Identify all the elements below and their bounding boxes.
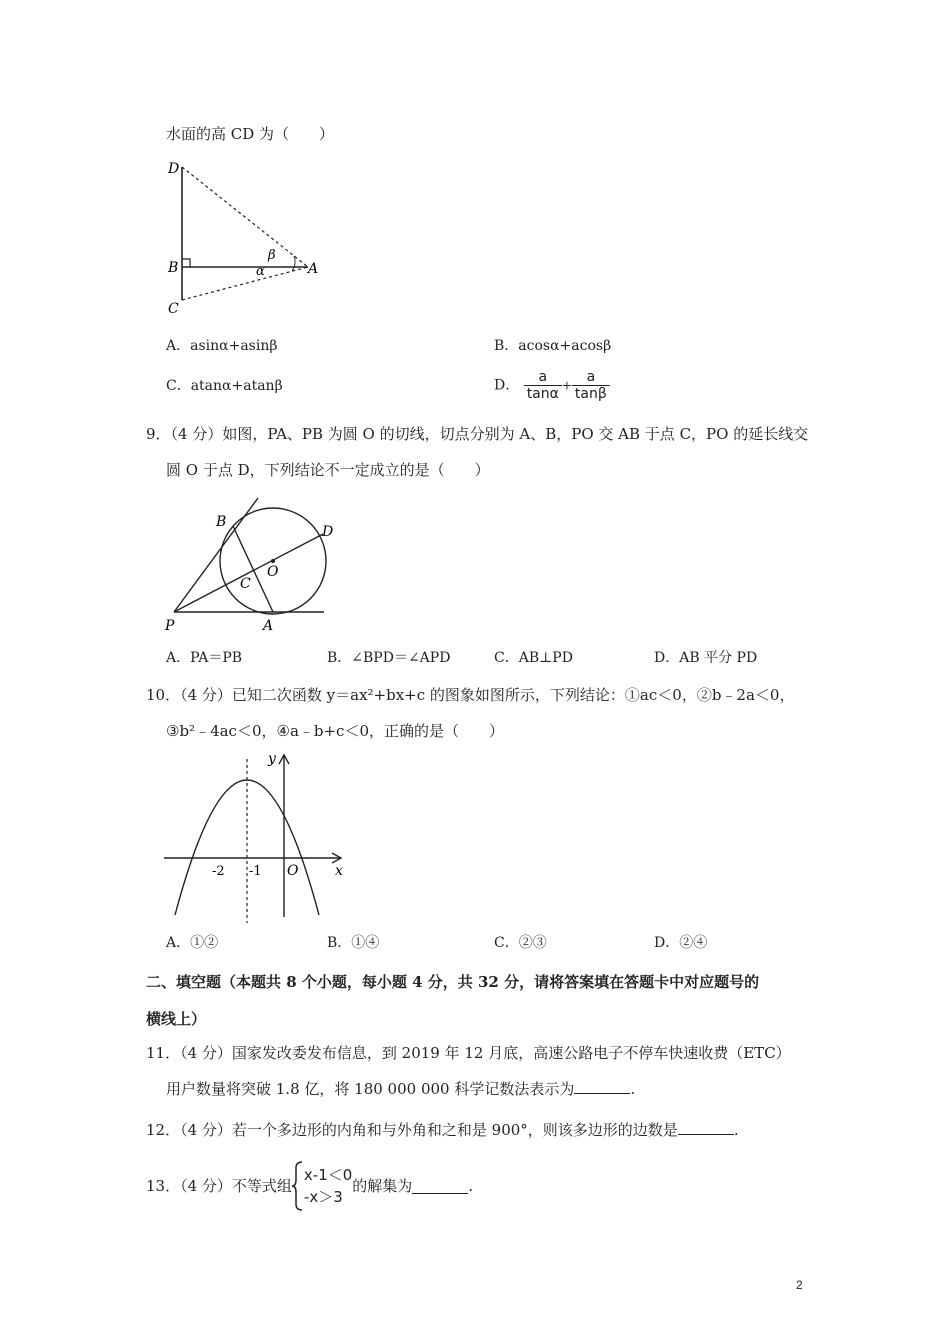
q9-label-o: O <box>267 564 279 580</box>
q9-text-line2: 圆 O 于点 D，下列结论不一定成立的是（ ） <box>166 461 490 479</box>
q12-text-end: . <box>733 1121 739 1139</box>
q13-system-lines <box>304 1164 352 1208</box>
q9-label-p: P <box>165 618 175 634</box>
q9-label-d: D <box>322 524 334 540</box>
q10-option-c[interactable]: C．②③ <box>494 935 547 951</box>
q10-label-m2: -2 <box>212 864 225 879</box>
q10-parabola <box>175 780 319 915</box>
q8-angle-arc <box>292 256 295 271</box>
q11-text-line2 <box>166 1079 635 1099</box>
q9-option-c[interactable]: C．AB⊥PD <box>494 650 573 666</box>
q9-figure <box>160 488 360 638</box>
q10-option-a[interactable]: A．①② <box>166 935 219 951</box>
q9-line-pd <box>174 534 323 612</box>
section2-heading-line1: 二、填空题（本题共 8 个小题，每小题 4 分，共 32 分，请将答案填在答题卡中对应题号的 <box>146 973 760 991</box>
q13-inequality-system <box>292 1160 352 1212</box>
q8-label-alpha: α <box>256 264 265 279</box>
q13-system-line2: -x＞3 <box>303 1188 343 1206</box>
q11-line2-text: 用户数量将突破 1.8 亿，将 180 000 000 科学记数法表示为 <box>166 1080 575 1098</box>
q9-text-line1: 9．（4 分）如图，PA、PB 为圆 O 的切线，切点分别为 A、B，PO 交 AB 于点 C，PO 的延长线交 <box>146 425 809 443</box>
q8-figure <box>160 155 330 320</box>
frac1-num: a <box>524 369 562 386</box>
page-number: 2 <box>796 1278 803 1292</box>
q12-text-body: 12．（4 分）若一个多边形的内角和与外角和之和是 900°，则该多边形的边数是 <box>146 1121 678 1139</box>
q8-option-d[interactable] <box>494 369 610 402</box>
q9-option-a[interactable]: A．PA＝PB <box>166 650 243 666</box>
q11-text-line1: 11．（4 分）国家发改委发布信息，到 2019 年 12 月底，高速公路电子不停车快速收费（ETC） <box>146 1044 791 1062</box>
q8-option-d-fraction-2 <box>572 369 610 402</box>
q8-option-c[interactable]: C．atanα+atanβ <box>166 378 283 394</box>
q13-text-end: . <box>468 1177 474 1195</box>
q13-system-line1: x-1＜0 <box>303 1166 353 1184</box>
q9-label-c: C <box>240 576 251 592</box>
q10-figure <box>160 745 360 925</box>
q10-option-d[interactable]: D．②④ <box>654 935 708 951</box>
q8-label-c: C <box>168 301 179 317</box>
frac2-num: a <box>572 369 610 386</box>
q8-line-da <box>182 167 308 267</box>
q8-label-d: D <box>168 161 180 177</box>
q11-line2-end: . <box>630 1080 636 1098</box>
q12-text <box>146 1120 739 1140</box>
q10-label-o: O <box>287 863 299 879</box>
q8-option-d-fraction-1 <box>524 369 562 402</box>
q10-option-b[interactable]: B．①④ <box>327 935 380 951</box>
q13-answer-blank[interactable] <box>412 1179 468 1194</box>
q10-label-m1: -1 <box>249 864 262 879</box>
q8-option-b[interactable]: B．acosα+acosβ <box>494 338 612 354</box>
q10-label-y: y <box>268 751 276 767</box>
frac1-den: tanα <box>526 386 559 402</box>
q9-label-a: A <box>263 618 274 634</box>
q8-option-a[interactable]: A．asinα+asinβ <box>166 338 278 354</box>
q9-center-dot <box>271 559 275 563</box>
frac2-den: tanβ <box>574 386 607 402</box>
q12-answer-blank[interactable] <box>678 1120 734 1135</box>
q8-option-d-plus: + <box>561 378 572 393</box>
q8-line-ca <box>182 267 308 300</box>
left-brace-icon <box>292 1160 304 1212</box>
q8-label-b: B <box>168 260 179 276</box>
q13-text-pre: 13．（4 分）不等式组 <box>146 1177 292 1195</box>
q9-label-b: B <box>216 514 227 530</box>
q8-label-beta: β <box>268 248 276 263</box>
q8-label-a: A <box>308 261 319 277</box>
q9-option-b[interactable]: B．∠BPD＝∠APD <box>327 650 451 666</box>
q10-text-line1: 10．（4 分）已知二次函数 y＝ax²+bx+c 的图象如图所示，下列结论：①ac＜0，②b﹣2a＜0， <box>146 686 795 704</box>
q11-answer-blank[interactable] <box>574 1079 630 1094</box>
section2-heading-line2: 横线上） <box>146 1010 207 1028</box>
q10-label-x: x <box>335 863 343 879</box>
q9-option-d[interactable]: D．AB 平分 PD <box>654 650 758 666</box>
q8-right-angle-mark <box>182 259 190 267</box>
q8-tail-text: 水面的高 CD 为（ ） <box>166 125 335 143</box>
q13-text-mid: 的解集为 <box>352 1177 413 1195</box>
q8-option-d-prefix: D． <box>494 377 520 394</box>
q10-text-line2: ③b²﹣4ac＜0，④a﹣b+c＜0，正确的是（ ） <box>166 722 504 740</box>
q13-text <box>146 1156 473 1216</box>
